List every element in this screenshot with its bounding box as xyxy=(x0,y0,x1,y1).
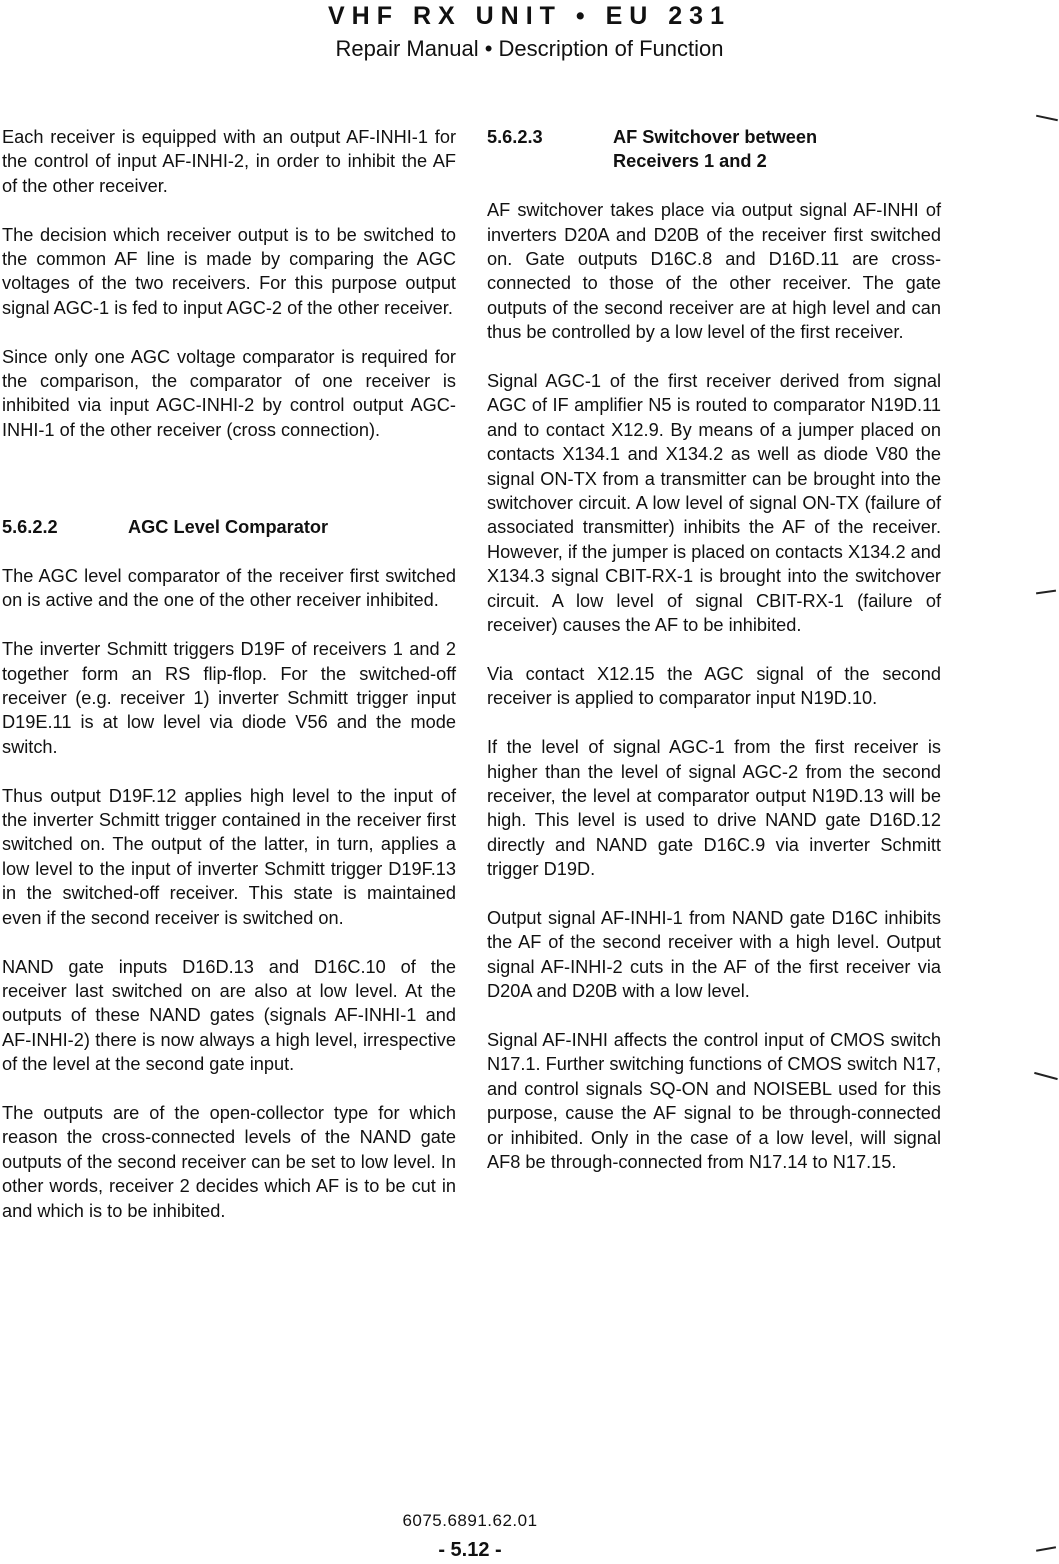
paragraph: Output signal AF-INHI-1 from NAND gate D16C inhibits the AF of the second receiver with a high level. Output signal AF-INHI-2 cuts in the AF of the first receiver via D20A and D20B with a low level. xyxy=(487,907,941,1002)
page-number: - 5.12 - xyxy=(438,1539,502,1561)
section-heading xyxy=(2,515,456,539)
section-number: 5.6.2.3 xyxy=(487,127,543,147)
page-subtitle: Repair Manual • Description of Function xyxy=(335,36,724,61)
section-title-line: Receivers 1 and 2 xyxy=(613,151,767,172)
paragraph: Signal AGC-1 of the first receiver derived from signal AGC of IF amplifier N5 is routed to comparator N19D.11 and to contact X12.9. By means of a jumper placed on contacts X134.1 and X134.2 as well as diode V80 the signal ON-TX from a transmitter can be brought into the switchover circuit. A low level of signal ON-TX (failure of associated transmitter) inhibits the AF of the receiver. However, if the jumper is placed on contacts X134.2 and X134.3 signal CBIT-RX-1 is brought into the switchover circuit. A low level of signal CBIT-RX-1 (failure of receiver) causes the AF to be inhibited. xyxy=(487,371,941,636)
page-title: VHF RX UNIT • EU 231 xyxy=(328,2,731,30)
section-title-line: AF Switchover between xyxy=(613,127,818,147)
paragraph: Thus output D19F.12 applies high level to the input of the inverter Schmitt trigger contained in the receiver first switched on. The output of the latter, in turn, applies a low level to the input of inverter Schmitt trigger D19F.13 in the switched-off receiver. This state is maintained even if the second receiver is switched on. xyxy=(2,785,456,928)
scan-mark xyxy=(1034,1072,1058,1080)
section-title xyxy=(613,125,941,174)
paragraph: Via contact X12.15 the AGC signal of the second receiver is applied to comparator input N19D.10. xyxy=(487,663,941,709)
paragraph: The inverter Schmitt triggers D19F of receivers 1 and 2 together form an RS flip-flop. For the switched-off receiver (e.g. receiver 1) inverter Schmitt trigger input D19E.11 is at low level via diode V56 and the mode switch. xyxy=(2,639,456,757)
paragraph: The decision which receiver output is to be switched to the common AF line is made by comparing the AGC voltages of the two receivers. For this purpose output signal AGC-1 is fed to input AGC-2 of the other receiver. xyxy=(2,224,456,318)
section-title: AGC Level Comparator xyxy=(128,517,329,538)
left-column xyxy=(2,125,456,1247)
paragraph: The AGC level comparator of the receiver first switched on is active and the one of the other receiver inhibited. xyxy=(2,566,456,611)
paragraph: NAND gate inputs D16D.13 and D16C.10 of the receiver last switched on are also at low level. At the outputs of these NAND gates (signals AF-INHI-1 and AF-INHI-2) there is now always a high level, irrespective of the level at the second gate input. xyxy=(2,956,456,1075)
scan-mark xyxy=(1036,115,1058,121)
document-code: 6075.6891.62.01 xyxy=(402,1511,538,1530)
paragraph: If the level of signal AGC-1 from the first receiver is higher than the level of signal AGC-2 from the second receiver, the level at comparator output N19D.13 will be high. This level is used to drive NAND gate D16D.12 directly and NAND gate D16C.9 via inverter Schmitt trigger D19D. xyxy=(487,737,941,880)
paragraph: Signal AF-INHI affects the control input of CMOS switch N17.1. Further switching functions of CMOS switch N17, and control signals SQ-ON and NOISEBL used for this purpose, cause the AF signal to be through-connected or inhibited. Only in the case of a low level, will signal AF8 be through-connected from N17.14 to N17.15. xyxy=(487,1029,941,1172)
paragraph: Each receiver is equipped with an output AF-INHI-1 for the control of input AF-INHI-2, in order to inhibit the AF of the other receiver. xyxy=(2,127,456,196)
paragraph: The outputs are of the open-collector type for which reason the cross-connected levels of the NAND gate outputs of the second receiver can be set to low level. In other words, receiver 2 decides which AF is to be cut in and which is to be inhibited. xyxy=(2,1102,456,1221)
paragraph: Since only one AGC voltage comparator is required for the comparison, the comparator of one receiver is inhibited via input AGC-INHI-2 by control output AGC-INHI-1 of the other receiver (cross connection). xyxy=(2,346,456,440)
right-column xyxy=(487,125,941,1199)
section-heading xyxy=(487,125,941,174)
paragraph: AF switchover takes place via output signal AF-INHI of inverters D20A and D20B of the receiver first switched on. Gate outputs D16C.8 and D16D.11 are cross-connected to those of the other receiver. The gate outputs of the second receiver are at high level and can thus be controlled by a low level of the first receiver. xyxy=(487,200,941,343)
scan-mark xyxy=(1036,1546,1056,1551)
section-number: 5.6.2.2 xyxy=(2,517,58,538)
scan-mark xyxy=(1036,590,1056,594)
